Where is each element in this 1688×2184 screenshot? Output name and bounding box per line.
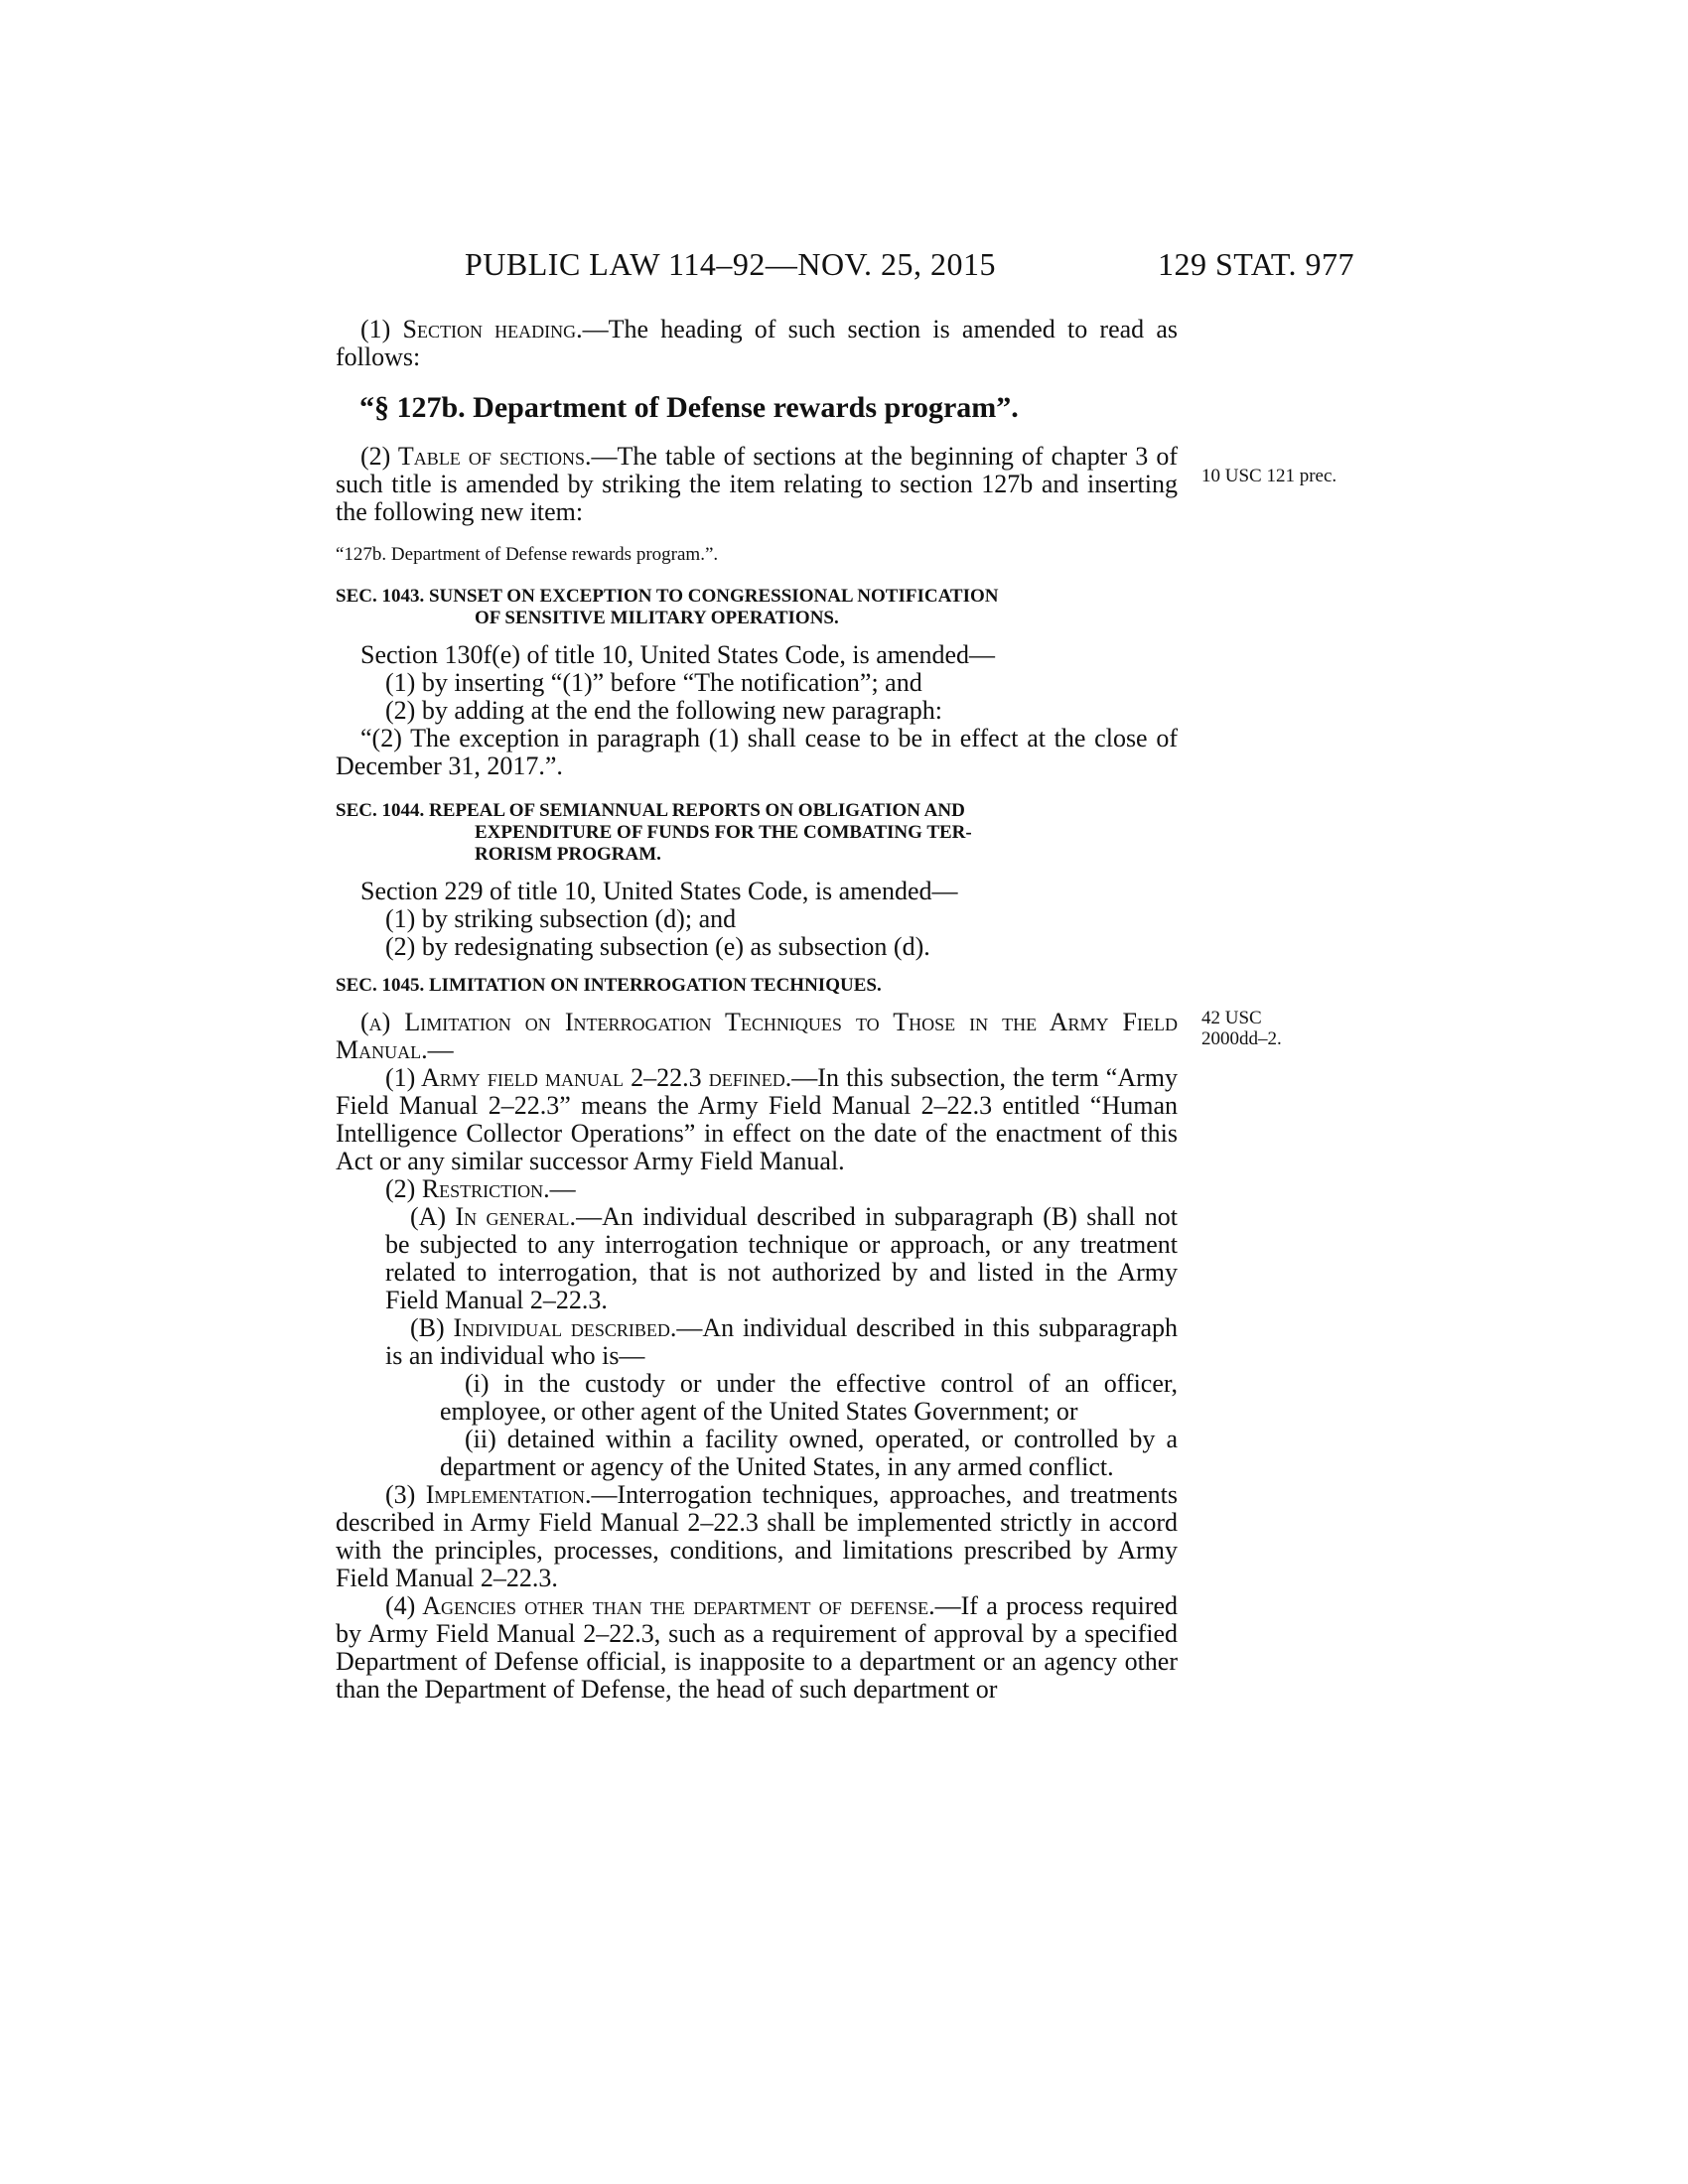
paragraph-a-2 <box>336 1175 1178 1203</box>
new-section-heading: “§ 127b. Department of Defense rewards program”. <box>359 391 1019 424</box>
section-1043-text: Section 130f(e) of title 10, United States Code, is amended— <box>360 640 996 669</box>
section-1043-item-1: (1) by inserting “(1)” before “The notification”; and <box>385 668 922 697</box>
subparagraph-label: (A) In general. <box>410 1202 577 1231</box>
paragraph-label: (4) Agencies other than the department of defense. <box>385 1591 935 1620</box>
paragraph-table-of-sections <box>336 443 1178 526</box>
subparagraph-A <box>336 1203 1178 1314</box>
main-text-column <box>336 316 1178 1704</box>
paragraph-text: —Interrogation techniques, approaches, and treatments described in Army Field Manual 2–22.3 shall be implemented strictly in accord with the principles, processes, conditions, and limitations prescribed by Army Field Manual 2–22.3. <box>336 1480 1178 1592</box>
margin-note-usc-2 <box>1201 1008 1282 1049</box>
section-title-line: REPEAL OF SEMIANNUAL REPORTS ON OBLIGATION AND <box>428 800 965 821</box>
margin-note-usc: 10 USC 121 prec. <box>1201 466 1337 486</box>
running-header-stat-page: 129 STAT. 977 <box>1158 246 1355 282</box>
paragraph-label: (2) Restriction. <box>385 1174 550 1203</box>
paragraph-a-4 <box>336 1592 1178 1704</box>
subsection-a <box>336 1009 1178 1064</box>
subparagraph-text: —An individual described in this subparagraph is an individual who is— <box>385 1313 1178 1370</box>
paragraph-label: (1) Army field manual 2–22.3 defined. <box>385 1063 792 1092</box>
clause-i: (i) in the custody or under the effective control of an officer, employee, or other agent of the United States Government; or <box>440 1369 1178 1426</box>
section-1044-heading <box>336 800 1178 866</box>
margin-note-line: 2000dd–2. <box>1201 1028 1282 1049</box>
clause-ii: (ii) detained within a facility owned, operated, or controlled by a department or agency of the United States, in any armed conflict. <box>440 1425 1178 1481</box>
paragraph-label: (3) Implementation. <box>385 1480 592 1509</box>
paragraph-text: —The table of sections at the beginning of chapter 3 of such title is amended by striking the item relating to section 127b and inserting the following new item: <box>336 442 1178 526</box>
section-1044-text: Section 229 of title 10, United States Code, is amended— <box>360 877 958 905</box>
paragraph-label: (2) Table of sections. <box>360 442 592 471</box>
section-1043-quoted-paragraph: “(2) The exception in paragraph (1) shall cease to be in effect at the close of December 31, 2017.”. <box>336 724 1178 780</box>
section-1045-heading: SEC. 1045. LIMITATION ON INTERROGATION TECHNIQUES. <box>336 975 882 996</box>
paragraph-text: —If a process required by Army Field Manual 2–22.3, such as a requirement of approval by a specified Department of Defense official, is inapposite to a department or an agency other than the Department of Defense, the head of such department or <box>336 1591 1178 1704</box>
subparagraph-label: (B) Individual described. <box>410 1313 677 1342</box>
section-1043-item-2: (2) by adding at the end the following new paragraph: <box>385 696 942 725</box>
section-number: SEC. 1044. <box>336 800 425 821</box>
section-number: SEC. 1043. <box>336 586 425 607</box>
subparagraph-text: —An individual described in subparagraph (B) shall not be subjected to any interrogation technique or approach, or any treatment related to interrogation, that is not authorized by and listed in the Army Field Manual 2–22.3. <box>385 1202 1178 1314</box>
section-title-line: OF SENSITIVE MILITARY OPERATIONS. <box>475 608 839 628</box>
section-1043-heading <box>336 586 1178 629</box>
section-title-line: SUNSET ON EXCEPTION TO CONGRESSIONAL NOTIFICATION <box>428 586 999 607</box>
paragraph-label: (1) Section heading. <box>360 315 583 343</box>
section-title-line: RORISM PROGRAM. <box>475 844 661 865</box>
subsection-dash: — <box>427 1035 454 1064</box>
subparagraph-B <box>336 1314 1178 1370</box>
paragraph-a-3 <box>336 1481 1178 1592</box>
paragraph-text: —The heading of such section is amended to read as follows: <box>336 315 1179 371</box>
running-header-title: PUBLIC LAW 114–92—NOV. 25, 2015 <box>465 246 997 282</box>
paragraph-a-1 <box>336 1064 1178 1175</box>
section-1044-item-2: (2) by redesignating subsection (e) as subsection (d). <box>385 932 930 961</box>
section-title-line: EXPENDITURE OF FUNDS FOR THE COMBATING TER- <box>475 822 972 843</box>
table-of-sections-item: “127b. Department of Defense rewards program.”. <box>336 544 719 565</box>
section-1044-item-1: (1) by striking subsection (d); and <box>385 904 737 933</box>
paragraph-dash: — <box>549 1174 576 1203</box>
paragraph-section-heading <box>336 316 1178 371</box>
margin-note-line: 42 USC <box>1201 1008 1262 1028</box>
subsection-label: (a) Limitation on Interrogation Techniques to Those in the Army Field Manual. <box>336 1008 1178 1064</box>
paragraph-text: —In this subsection, the term “Army Field Manual 2–22.3” means the Army Field Manual 2–22.3 entitled “Human Intelligence Collector Operations” in effect on the date of the enactment of this Act or any similar successor Army Field Manual. <box>336 1063 1178 1175</box>
